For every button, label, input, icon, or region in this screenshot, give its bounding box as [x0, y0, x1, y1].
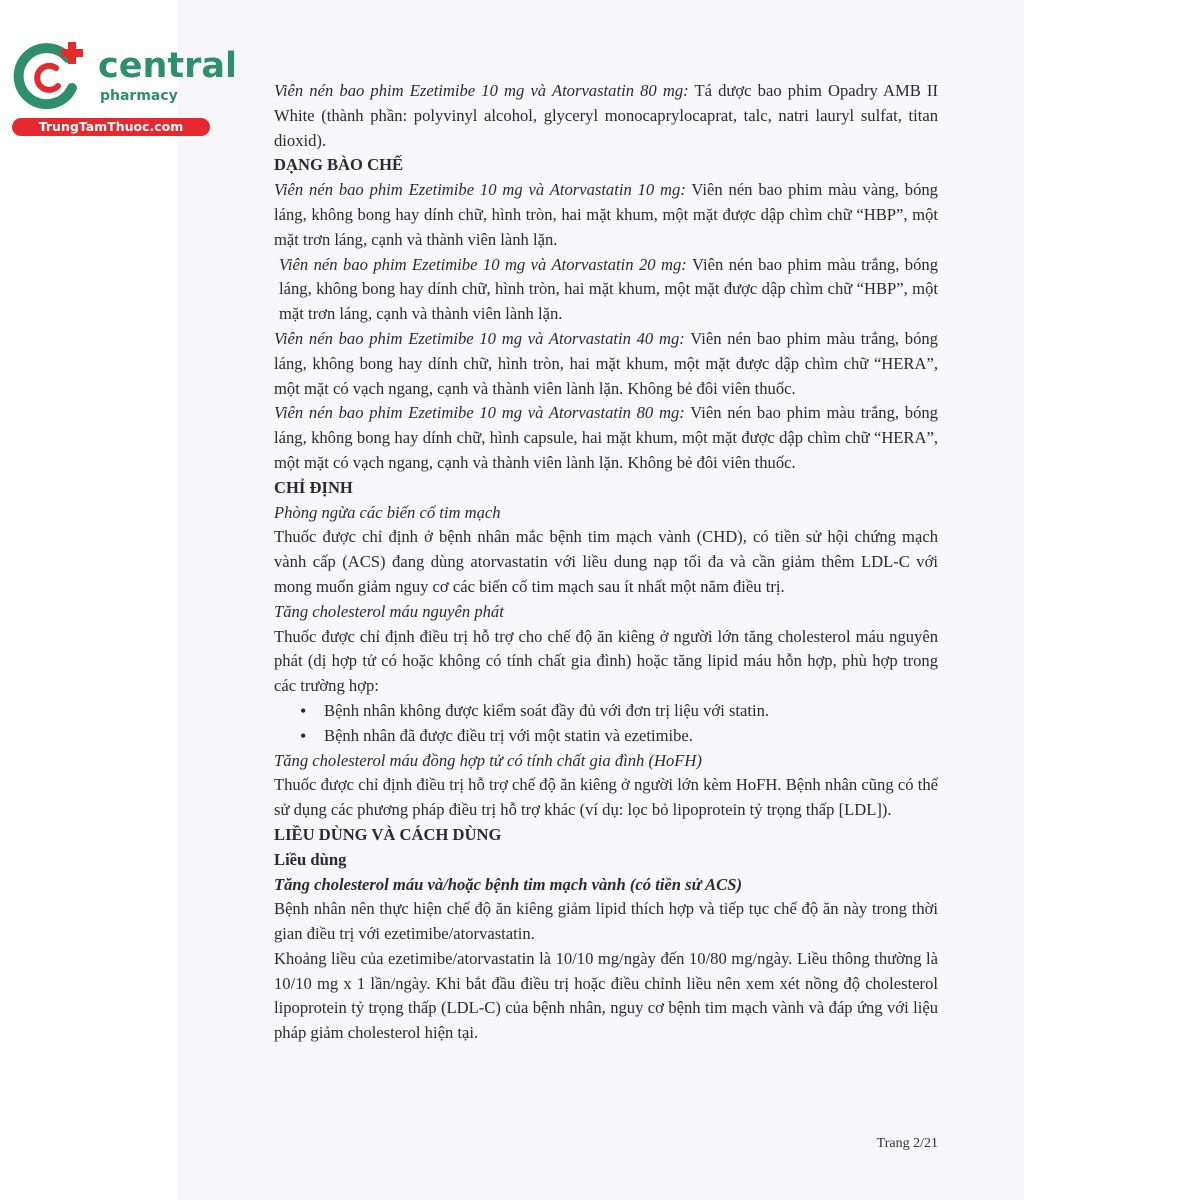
subheading-primary-hypercholesterolemia: Tăng cholesterol máu nguyên phát — [274, 601, 504, 621]
dosage-form-label: Viên nén bao phim Ezetimibe 10 mg và Atorvastatin 10 mg: — [274, 180, 686, 200]
central-pharmacy-logo[interactable] — [10, 38, 238, 138]
subheading-hypercholesterolemia-chd: Tăng cholesterol máu và/hoặc bệnh tim mạch vành (có tiền sử ACS) — [274, 874, 742, 894]
logo-sub-text: pharmacy — [100, 88, 178, 104]
paragraph-hofh: Thuốc được chỉ định điều trị hỗ trợ chế độ ăn kiêng ở người lớn kèm HoFH. Bệnh nhân cũng có thể sử dụng các phương pháp điều trị hỗ trợ khác (ví dụ: lọc bỏ lipoprotein tỷ trọng thấp [LDL]). — [274, 775, 938, 820]
excipient-label: Viên nén bao phim Ezetimibe 10 mg và Atorvastatin 80 mg: — [274, 81, 689, 100]
dosage-form-item — [274, 253, 938, 327]
dosage-form-label: Viên nén bao phim Ezetimibe 10 mg và Atorvastatin 40 mg: — [274, 328, 685, 348]
logo-brand-text: central — [98, 46, 238, 86]
dosage-form-item — [274, 178, 938, 252]
list-item: • Bệnh nhân đã được điều trị với một statin và ezetimibe. — [324, 724, 938, 749]
heading-indications: CHỈ ĐỊNH — [274, 477, 353, 497]
heading-dosage: LIỀU DÙNG VÀ CÁCH DÙNG — [274, 824, 502, 844]
dosage-form-label: Viên nén bao phim Ezetimibe 10 mg và Atorvastatin 20 mg: — [279, 254, 687, 274]
dosage-form-text: Viên nén bao phim màu trắng, bóng láng, không bong hay dính chữ, hình tròn, hai mặt khum, một mặt được dập chìm chữ “HBP”, một mặt trơn láng, cạnh và thành viên lành lặn. — [279, 254, 938, 324]
page-number: Trang 2/21 — [876, 1136, 938, 1151]
paragraph-diet: Bệnh nhân nên thực hiện chế độ ăn kiêng giảm lipid thích hợp và tiếp tục chế độ ăn này trong thời gian điều trị với ezetimibe/atorvastatin. — [274, 899, 938, 944]
indication-bullet-list — [274, 699, 938, 749]
list-item: • Bệnh nhân không được kiểm soát đầy đủ với đơn trị liệu với statin. — [324, 699, 938, 724]
subheading-cv-prevention: Phòng ngừa các biến cố tim mạch — [274, 502, 501, 522]
logo-site-badge: TrungTamThuoc.com — [12, 118, 210, 136]
dosage-form-text: Viên nén bao phim màu vàng, bóng láng, không bong hay dính chữ, hình tròn, hai mặt khum, một mặt được dập chìm chữ “HBP”, một mặt trơn láng, cạnh và thành viên lành lặn. — [274, 180, 938, 249]
dosage-form-item — [274, 401, 938, 475]
paragraph-primary-hypercholesterolemia: Thuốc được chỉ định điều trị hỗ trợ cho chế độ ăn kiêng ở người lớn tăng cholesterol máu nguyên phát (dị hợp tử có hoặc không có tính chất gia đình) hoặc tăng lipid máu hỗn hợp, phù hợp trong các trường hợp: — [274, 626, 938, 696]
dosage-form-text: Viên nén bao phim màu trắng, bóng láng, không bong hay dính chữ, hình tròn, hai mặt khum, một mặt được dập chìm chữ “HERA”, một mặt có vạch ngang, cạnh và thành viên lành lặn. Không bẻ đôi viên thuốc. — [274, 328, 938, 398]
paragraph-cv-prevention: Thuốc được chỉ định ở bệnh nhân mắc bệnh tim mạch vành (CHD), có tiền sử hội chứng mạch vành cấp (ACS) đang dùng atorvastatin với liều dung nạp tối đa và cần giảm thêm LDL-C với mong muốn giảm nguy cơ các biến cố tim mạch sau ít nhất một năm điều trị. — [274, 527, 938, 596]
excipient-text: Tá dược bao phim Opadry AMB II White (thành phần: polyvinyl alcohol, glyceryl monocaprylocaprat, talc, natri lauryl sulfat, titan dioxid). — [274, 81, 938, 150]
subheading-dose: Liều dùng — [274, 849, 347, 869]
dosage-form-item — [274, 327, 938, 401]
subheading-hofh: Tăng cholesterol máu đồng hợp tử có tính chất gia đình (HoFH) — [274, 750, 702, 770]
document-content — [274, 79, 938, 1046]
heading-dosage-form: DẠNG BÀO CHẾ — [274, 155, 404, 175]
paragraph-dose-range: Khoảng liều của ezetimibe/atorvastatin là 10/10 mg/ngày đến 10/80 mg/ngày. Liều thông thường là 10/10 mg x 1 lần/ngày. Khi bắt đầu điều trị hoặc điều chỉnh liều nên xem xét nồng độ cholesterol lipoprotein tỷ trọng thấp (LDL-C) của bệnh nhân, nguy cơ bệnh tim mạch vành và đáp ứng với liệu pháp giảm cholesterol hiện tại. — [274, 948, 938, 1043]
pharmacy-logo-icon — [10, 38, 88, 116]
excipient-paragraph — [274, 79, 938, 153]
dosage-form-text: Viên nén bao phim màu trắng, bóng láng, không bong hay dính chữ, hình capsule, hai mặt khum, một mặt được dập chìm chữ “HERA”, một mặt có vạch ngang, cạnh và thành viên lành lặn. Không bẻ đôi viên thuốc. — [274, 403, 938, 472]
dosage-form-label: Viên nén bao phim Ezetimibe 10 mg và Atorvastatin 80 mg: — [274, 403, 685, 423]
